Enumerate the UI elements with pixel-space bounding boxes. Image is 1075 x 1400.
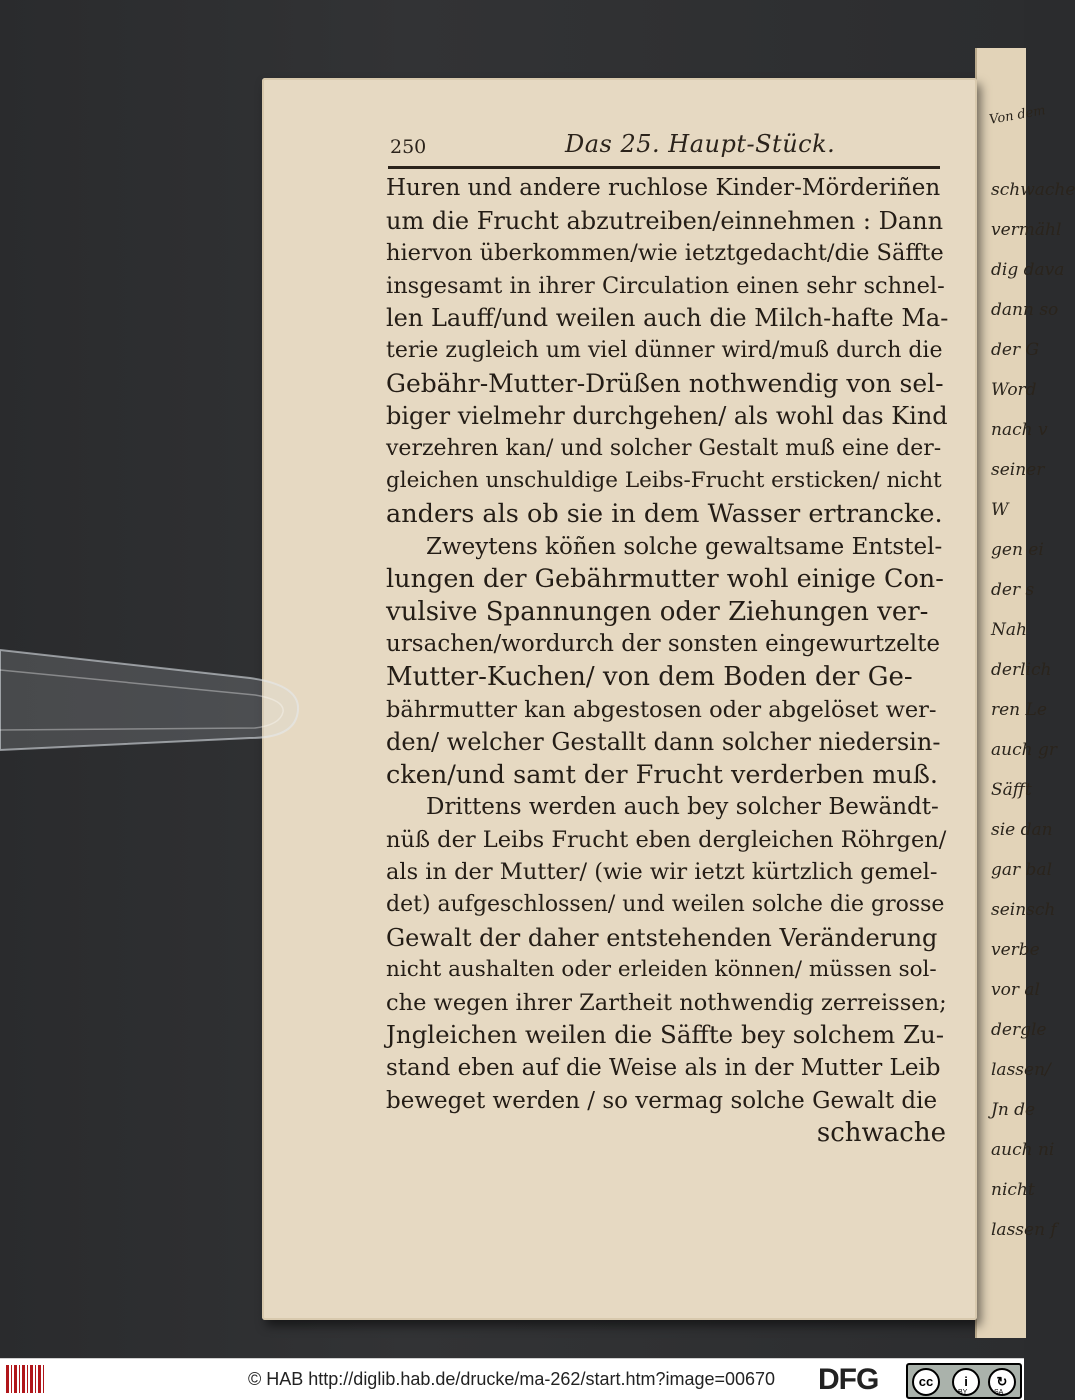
next-page-fragment: dergle: [991, 1020, 1047, 1040]
text-line: als in der Mutter/ (wie wir ietzt kürtzlich gemel-: [386, 859, 938, 886]
text-line: Gebähr-Mutter-Drüßen nothwendig von sel-: [386, 368, 944, 398]
next-page-fragment: nicht: [991, 1180, 1035, 1200]
cc-license-badge[interactable]: [906, 1363, 1022, 1399]
next-page-fragment: vermähl: [991, 220, 1062, 240]
footer-bar: [0, 1358, 1024, 1400]
next-page-fragment: Nah: [991, 620, 1027, 640]
text-line: hiervon überkommen/wie ietztgedacht/die Säffte: [386, 240, 944, 267]
next-page-fragment: der G: [991, 340, 1040, 360]
share-alike-icon: ↻: [988, 1368, 1016, 1396]
text-line: lungen der Gebährmutter wohl einige Con-: [386, 564, 944, 595]
text-line: Jngleichen weilen die Säffte bey solchem Zu-: [386, 1020, 945, 1050]
dfg-logo: DFG: [818, 1363, 879, 1396]
next-page-fragment: gen ei: [991, 540, 1044, 560]
text-line: bährmutter kan abgestosen oder abgelöset wer-: [386, 696, 937, 723]
header-rule: [388, 166, 940, 169]
text-line: nüß der Leibs Frucht eben dergleichen Röhrgen/: [386, 826, 947, 853]
next-page-fragment: auch gr: [991, 740, 1057, 760]
next-page-header: Von dem: [988, 103, 1047, 128]
license-sa-label: SA: [994, 1389, 1004, 1396]
page-clip: [0, 650, 300, 750]
text-line: stand eben auf die Weise als in der Mutter Leib: [386, 1055, 941, 1082]
next-page-fragment: dann so: [991, 300, 1059, 320]
text-line: terie zugleich um viel dünner wird/muß durch die: [386, 337, 943, 363]
text-line: Zweytens köñen solche gewaltsame Entstel-: [426, 533, 943, 560]
citation-link[interactable]: © HAB http://diglib.hab.de/drucke/ma-262/start.htm?image=00670: [248, 1369, 776, 1389]
text-line: che wegen ihrer Zartheit nothwendig zerreissen;: [386, 989, 947, 1016]
next-page-fragment: schwache: [991, 180, 1075, 200]
text-line: anders als ob sie in dem Wasser ertrancke.: [386, 498, 943, 529]
text-line: insgesamt in ihrer Circulation einen sehr schnel-: [386, 272, 945, 299]
next-page-fragment: nach v: [991, 420, 1048, 440]
next-page-fragment: Word: [991, 380, 1037, 400]
text-line: cken/und samt der Frucht verderben muß.: [386, 759, 938, 790]
next-page-fragment: W: [991, 500, 1009, 520]
next-page-fragment: vor al: [991, 980, 1040, 1000]
next-page-fragment: der s: [991, 580, 1035, 600]
text-line: biger vielmehr durchgehen/ als wohl das Kind: [386, 402, 948, 431]
text-line: Huren und andere ruchlose Kinder-Mörderiñen: [386, 175, 941, 201]
text-line: gleichen unschuldige Leibs-Frucht ersticken/ nicht: [386, 468, 942, 494]
next-page-fragment: seiner: [991, 460, 1045, 480]
cc-icon: cc: [912, 1368, 940, 1396]
attribution-icon: i: [952, 1368, 980, 1396]
body-text: [386, 172, 949, 1150]
text-line: beweget werden / so vermag solche Gewalt die: [386, 1087, 938, 1114]
next-page-edge: [975, 48, 1075, 1338]
next-page-fragment: lassen f: [991, 1220, 1057, 1240]
next-page-fragment: dig dava: [991, 260, 1065, 280]
page-number: 250: [390, 136, 427, 158]
library-logo: [6, 1365, 46, 1393]
next-page-fragment: verbe: [991, 940, 1040, 960]
next-page-fragment: gar bal: [991, 860, 1053, 880]
text-line: verzehren kan/ und solcher Gestalt muß eine der-: [386, 435, 942, 461]
next-page-fragment: ren Le: [991, 700, 1047, 720]
text-line: um die Frucht abzutreiben/einnehmen : Dann: [386, 206, 944, 235]
next-page-fragment: derlich: [991, 660, 1052, 680]
next-page-fragment: lassen/: [991, 1060, 1051, 1080]
text-line: Mutter-Kuchen/ von dem Boden der Ge-: [386, 661, 913, 692]
next-page-fragment: seinsch: [991, 900, 1056, 920]
running-title: Das 25. Haupt-Stück.: [565, 130, 836, 158]
text-line: Gewalt der daher entstehenden Veränderung: [386, 923, 938, 952]
text-line: nicht aushalten oder erleiden können/ müssen sol-: [386, 957, 937, 983]
text-line: ursachen/wordurch der sonsten eingewurtzelte: [386, 631, 940, 658]
next-page-fragment: auch ni: [991, 1140, 1055, 1160]
text-line: len Lauff/und weilen auch die Milch-hafte Ma-: [386, 304, 949, 333]
next-page-fragment: Säfft: [991, 780, 1032, 800]
text-line: vulsive Spannungen oder Ziehungen ver-: [386, 596, 929, 627]
text-line: det) aufgeschlossen/ und weilen solche die grosse: [386, 892, 945, 918]
next-page-fragment: sie dan: [991, 820, 1053, 840]
running-head: [390, 130, 950, 164]
text-line: schwache: [816, 1118, 946, 1149]
license-by-label: BY: [958, 1389, 968, 1396]
next-page-fragment: Jn de: [991, 1100, 1036, 1120]
text-line: den/ welcher Gestallt dann solcher niedersin-: [386, 728, 941, 757]
text-line: Drittens werden auch bey solcher Bewändt-: [426, 794, 939, 821]
